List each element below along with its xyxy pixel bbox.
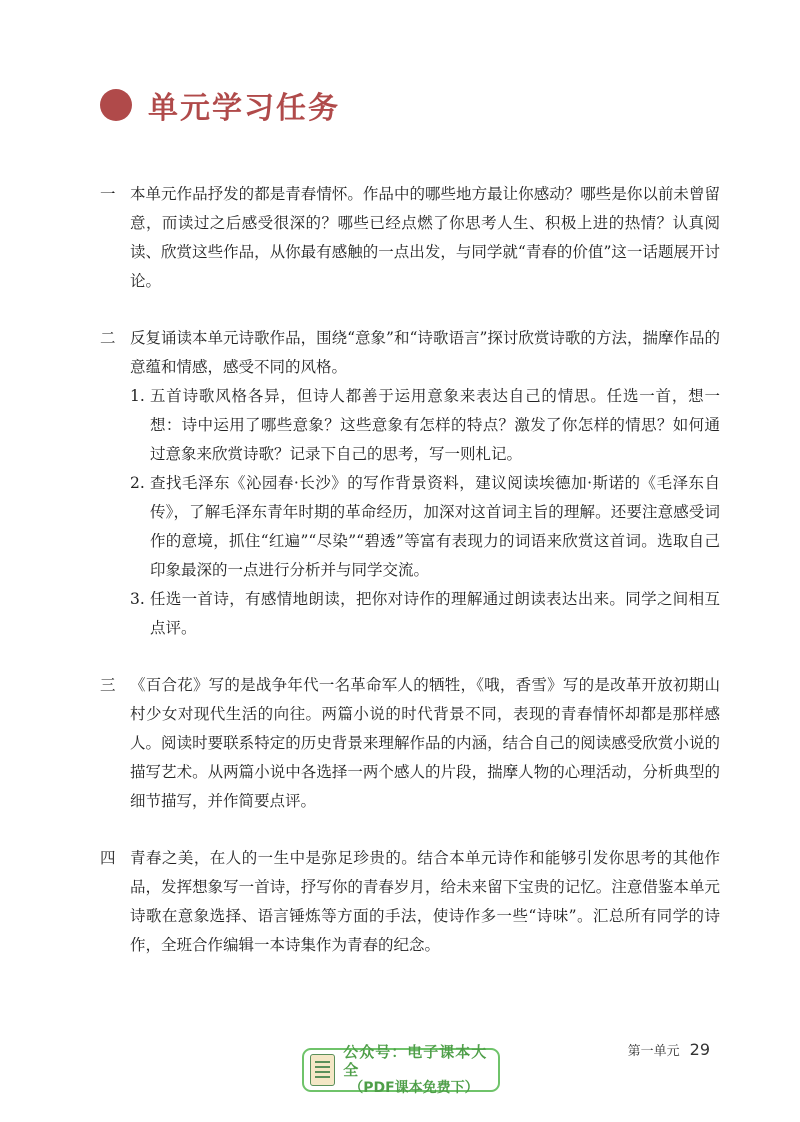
task-number: 二 bbox=[100, 329, 116, 347]
task-3 bbox=[100, 671, 720, 816]
task-number: 四 bbox=[100, 849, 116, 867]
page-footer bbox=[628, 1040, 710, 1059]
task-1 bbox=[100, 180, 720, 296]
task-list bbox=[100, 180, 720, 988]
watermark-badge bbox=[302, 1043, 500, 1096]
subtask-2 bbox=[130, 469, 720, 585]
watermark-line-2: （PDF课本免费下） bbox=[349, 1080, 479, 1096]
task-text: 反复诵读本单元诗歌作品，围绕“意象”和“诗歌语言”探讨欣赏诗歌的方法，揣摩作品的意蕴和情感，感受不同的风格。 bbox=[130, 329, 720, 376]
task-2 bbox=[100, 324, 720, 643]
subtask-3 bbox=[130, 585, 720, 643]
subtask-1 bbox=[130, 382, 720, 469]
watermark-line-1: 公众号：电子课本大全 bbox=[343, 1043, 488, 1079]
task-4 bbox=[100, 844, 720, 960]
page-number: 29 bbox=[689, 1040, 710, 1059]
task-text: 《百合花》写的是战争年代一名革命军人的牺牲，《哦，香雪》写的是改革开放初期山村少女对现代生活的向往。两篇小说的时代背景不同，表现的青春情怀却都是那样感人。阅读时要联系特定的历史背景来理解作品的内涵，结合自己的阅读感受欣赏小说的描写艺术。从两篇小说中各选择一两个感人的片段，揣摩人物的心理活动，分析典型的细节描写，并作简要点评。 bbox=[130, 676, 720, 810]
book-icon bbox=[310, 1054, 335, 1086]
task-text: 青春之美，在人的一生中是弥足珍贵的。结合本单元诗作和能够引发你思考的其他作品，发挥想象写一首诗，抒写你的青春岁月，给未来留下宝贵的记忆。注意借鉴本单元诗歌在意象选择、语言锤炼等方面的手法，使诗作多一些“诗味”。汇总所有同学的诗作，全班合作编辑一本诗集作为青春的纪念。 bbox=[130, 849, 720, 954]
task-text: 本单元作品抒发的都是青春情怀。作品中的哪些地方最让你感动？哪些是你以前未曾留意，而读过之后感受很深的？哪些已经点燃了你思考人生、积极上进的热情？认真阅读、欣赏这些作品，从你最有感触的一点出发，与同学就“青春的价值”这一话题展开讨论。 bbox=[130, 185, 720, 290]
task-number: 一 bbox=[100, 185, 116, 203]
section-header bbox=[100, 85, 340, 125]
subtask-text: 五首诗歌风格各异，但诗人都善于运用意象来表达自己的情思。任选一首，想一想：诗中运用了哪些意象？这些意象有怎样的特点？激发了你怎样的情思？如何通过意象来欣赏诗歌？记录下自己的思考，写一则札记。 bbox=[150, 387, 720, 463]
page-title: 单元学习任务 bbox=[148, 91, 340, 126]
footer-unit-label: 第一单元 bbox=[627, 1044, 680, 1059]
subtask-number: 2. bbox=[130, 474, 145, 492]
subtask-number: 1. bbox=[130, 387, 145, 405]
watermark-text bbox=[343, 1043, 498, 1097]
header-bullet-icon bbox=[100, 89, 132, 121]
subtask-text: 任选一首诗，有感情地朗读，把你对诗作的理解通过朗读表达出来。同学之间相互点评。 bbox=[150, 590, 720, 637]
subtask-number: 3. bbox=[130, 590, 145, 608]
task-body bbox=[130, 324, 720, 643]
task-number: 三 bbox=[100, 676, 116, 694]
subtask-text: 查找毛泽东《沁园春·长沙》的写作背景资料，建议阅读埃德加·斯诺的《毛泽东自传》，了解毛泽东青年时期的革命经历，加深对这首词主旨的理解。还要注意感受词作的意境，抓住“红遍”“尽染”“碧透”等富有表现力的词语来欣赏这首词。选取自己印象最深的一点进行分析并与同学交流。 bbox=[150, 474, 720, 579]
